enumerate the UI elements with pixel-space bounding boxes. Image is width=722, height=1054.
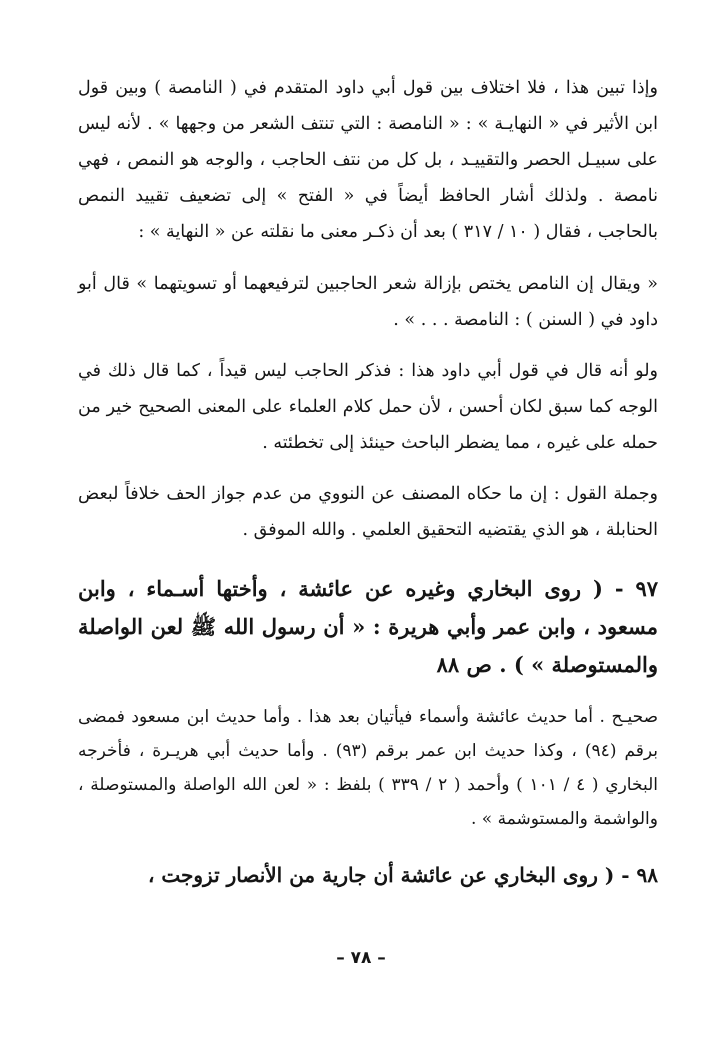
paragraph-quote: « ويقال إن النامص يختص بإزالة شعر الحاجبين لترفيعهما أو تسويتهما » قال أبو داود في ( السنن ) : النامصة . . . » . bbox=[78, 274, 658, 330]
hadith-97 bbox=[78, 570, 658, 684]
hadith-98-text: ( روى البخاري عن عائشة أن جارية من الأنصار تزوجت ، bbox=[147, 863, 615, 887]
hadith-97-text: ( روى البخاري وغيره عن عائشة ، وأختها أسـماء ، وابن مسعود ، وابن عمر وأبي هريرة : « أن رسول الله ﷺ لعن الواصلة والمستوصلة » ) . ص ٨٨ bbox=[78, 576, 658, 677]
paragraph-conclusion: وجملة القول : إن ما حكاه المصنف عن النووي من عدم جواز الحف خلافاً لبعض الحنابلة ، هو الذي يقتضيه التحقيق العلمي . والله الموفق . bbox=[78, 484, 658, 540]
page-number: – ٧٨ – bbox=[336, 948, 386, 968]
paragraph-1: وإذا تبين هذا ، فلا اختلاف بين قول أبي داود المتقدم في ( النامصة ) وبين قول ابن الأثير في « النهايـة » : « النامصة : التي تنتف الشعر من وجهها » . لأنه ليس على سبيـل الحصر والتقييـد ، بل كل من نتف الحاجب ، والوجه هو النمص ، فهي نامصة . ولذلك أشار الحافظ أيضاً في « الفتح » إلى تضعيف تقييد النمص بالحاجب ، فقال ( ١٠ / ٣١٧ ) بعد أن ذكـر معنى ما نقلته عن « النهاية » : bbox=[78, 78, 658, 242]
hadith-97-number: ٩٧ - bbox=[614, 576, 659, 601]
hadith-97-commentary: صحيـح . أما حديث عائشة وأسماء فيأتيان بعد هذا . وأما حديث ابن مسعود فمضى برقم (٩٤) ، وكذا حديث ابن عمر برقم (٩٣) . وأما حديث أبي هريـرة ، فأخرجه البخاري ( ٤ / ١٠١ ) وأحمد ( ٢ / ٣٣٩ ) بلفظ : « لعن الله الواصلة والمستوصلة ، والواشمة والمستوشمة » . bbox=[78, 707, 658, 829]
paragraph-3: ولو أنه قال في قول أبي داود هذا : فذكر الحاجب ليس قيداً ، كما قال ذلك في الوجه كما سبق لكان أحسن ، لأن حمل كلام العلماء على المعنى الصحيح خير من حمله على غيره ، مما يضطر الباحث حينئذ إلى تخطئته . bbox=[78, 361, 658, 453]
hadith-98 bbox=[78, 856, 658, 894]
page-body bbox=[78, 62, 658, 894]
hadith-98-number: ٩٨ - bbox=[621, 863, 658, 887]
